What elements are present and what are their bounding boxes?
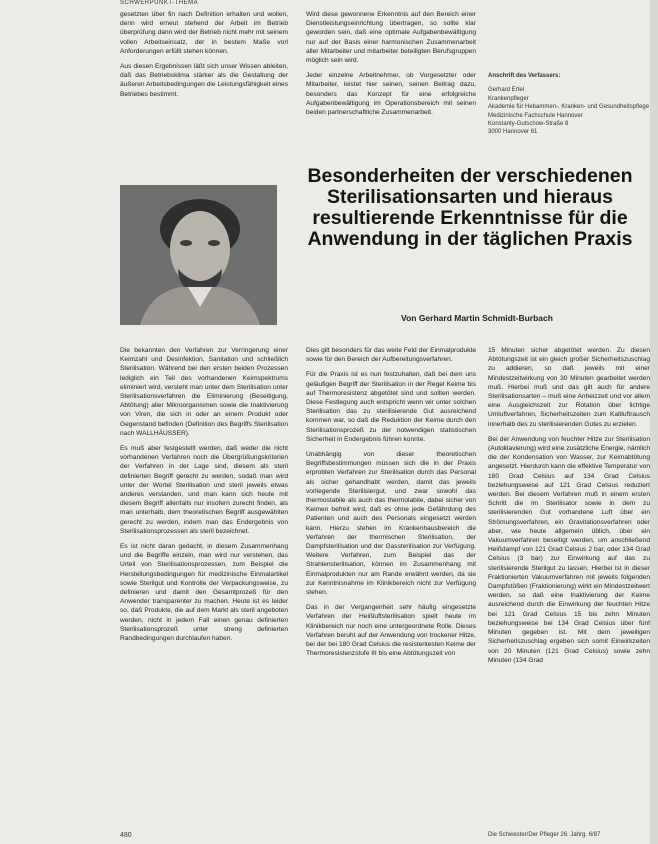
paragraph: Wird diese gewonnene Erkenntnis auf den Bereich einer Dienstleistungseinrichtung übertragen, so sollte klar geworden sein, daß eine optimale Aufgabenbewältigung nur auf der Basis einer harmonischen Zusammenarbeit aller Mitarbeiter und mitarbeiter beteiligten Berufsgruppen möglich sein wird.	[306, 11, 476, 65]
page-edge-shadow	[650, 0, 658, 844]
author-photo	[120, 185, 277, 325]
paragraph: Für die Praxis ist es nun festzuhalten, daß bei dem uns geläufigen Begriff der Sterilisation in der Regel Keime bis auf Thermoresistenz abgetötet sind und sollten werden. Diese Festlegung auch entspricht wenn wir unter solchen Sterilisation das zu sterilisierende Gut ausreichend kommen war, so daß die Reduktion der Keime durch den Sterilisationsprozeß zu der notwendigen statistischen Sicherheit in Endergebnis führen konnte.	[306, 371, 476, 443]
paragraph: gesetzten über fin nach Definition erhalten und wollen, denn wird erneut stehend der Arbeit im Betrieb überprüfung dann wird der Betrieb nicht mehr mit seinem vollen Arbeitseinsatz, der in bestem Maße vorl Anforderungen erfüllt stehen können.	[120, 11, 288, 55]
address-line: Krankenpfleger	[488, 95, 529, 102]
paragraph: 15 Minuten sicher abgetötet werden. Zu diesen Abtötungszeit ist ein gleich großer Sicherheitszuschlag zu addieren, so daß jeweils mit einer Mindestzeitwirkung von 30 Minuten gearbeitet werden muß. Hierbei muß und das gilt auch für andere Sterilisationsarten – muß eine Anheizzeit und vor allem eine Ausgleichszeit zur Rotation über lichtige Umluftverfahren, Sicherheitszeiten zum Kaltluftrausch innerhalb des zu sterilisierenden Gutes zu erzielen.	[488, 347, 650, 428]
paragraph: Unabhängig von dieser theoretischen Begriffsbestimmungen müssen sich die in der Praxis erprobten Verfahren zur Sterilisation durch das Personal als sicher gehandhabt werden, damit das jeweils vorliegende Sterilisiergut, und zwar sowohl das thermostabile als auch das thermolabile, dabei sicher von Keimen befreit wird, daß es ohne jede Gefährdung des Patienten und auch des Personals eingesetzt werden kann. Hierzu stehen im Krankenhausbereich die Verfahren der thermischen Sterilisation, der Dampfsterilisation und der Gassterilisation zur Verfügung. Weitere Verfahren, zum Beispiel das der Strahlensterilisation, können im Zusammenhang mit Einmalprodukten nur am Rande erwähnt werden, da sie zur Kenntnisnahme im Klinikbereich nicht zur Verfügung stehen.	[306, 451, 476, 597]
body-column-1	[120, 346, 288, 826]
paragraph: Die bekannten den Verfahren zur Verringerung einer Keimzahl und Desinfektion, Sanitation und schließlich Sterilisation. Während bei den ersten beiden Prozessen lediglich ein Teil des vorhandenen Keimspektrums eliminiert wird, versteht man unter dem Sterilisation unter Sterilisationsverfahren die Eliminierung (Beseitigung, Abtötung) aller Mikroorganismen sowie die Inaktivierung von Viren, die sich in oder an einem Produkt oder Gegenstand befinden (Definition des Begriffs Sterilisation nach WALLHÄUSSER).	[120, 347, 288, 437]
journal-footer: Die Schwester/Der Pfleger 26. Jahrg. 6/87	[488, 832, 601, 838]
paragraph: Dies gilt besonders für das weite Feld der Einmalprodukte sowie für den Bereich der Aufbereitungsverfahren.	[306, 347, 476, 364]
address-line: Konstanty-Gutschow-Straße 8	[488, 121, 569, 128]
page-number: 480	[120, 832, 132, 839]
running-header: SCHWERPUNKT-THEMA	[120, 0, 199, 6]
top-column-1	[120, 10, 288, 140]
article-title: Besonderheiten der verschiedenen Sterilisationsarten und hieraus resultierende Erkenntnisse für die Anwendung in der täglichen Praxis	[307, 165, 633, 250]
paragraph: Bei der Anwendung von feuchter Hitze zur Sterilisation (Autoklavierung) wird eine zusätzliche Energie, nämlich die der Kondensation von Wasser, zur Keimabtötung angesetzt. Hierdurch kann die effektive Temperatur von 180 Grad Celsius auf 134 Grad Celsius beziehungsweise auf 121 Grad Celsius reduziert werden. Bei diesem Verfahren muß in einem ersten Schritt die im Sterilisator sowie in dem zu sterilisierenden Gut vorhandene Luft über ein Strömungsverfahren, ein Gravitationsverfahren oder aber, wie heute allgemein üblich, über ein Vakuumverfahren beseitigt werden, um anschließend Heißdampf von 121 Grad Celsius 2 bar, oder 134 Grad Celsius (3 bar) zur Einwirkung auf das zu sterilisierende Sterilgut zu lassen. Hierbei ist in dieser Fraktionierten Vakuumverfahren mit jeweils folgenden Dampfstößen (Fraktionierung) wirkt ein Mindestzeitwert werden, so daß eine Inaktivierung der Keime ausreichend durch die Einwirkung der feuchten Hitze bei 121 Grad Celsius 15 bis zehn Minuten beziehungsweise bei 134 Grad Celsius über fünf Minuten gegeben ist. Mit dem jeweiligen Sicherheitszuschlag ergeben sich somit Einwirkzeiten von 20 Minuten (121 Grad Celsius) sowie zehn Minuten (134 Grad	[488, 435, 650, 664]
address-line: Gerhard Ertel	[488, 87, 525, 94]
address-line: 3000 Hannover 61	[488, 129, 538, 136]
body-column-3	[488, 346, 650, 826]
address-label: Anschrift des Verfassers:	[488, 73, 561, 79]
top-column-2	[306, 10, 476, 140]
address-line: Akademie für Hebammen-, Kranken- und Gesundheitspflege	[488, 104, 650, 111]
paragraph: Das in der Vergangenheit sehr häufig eingesetzte Verfahren der Heißluftsterilisation spielt heute im Klinikbereich nur noch eine untergeordnete Rolle. Dieses Verfahren beruht auf der Anwendung von trockener Hitze, bei der bei 180 Grad Celsius die resistentesten Keime der Thermoresistenzstufe III bis eine Abtötungszeit von	[306, 604, 476, 658]
paragraph: Es ist nicht daran gedacht, in diesem Zusammenhang und die Begriffe einzeln, man wird nur verstehen, das Urteil von Sterilisationsprozessen, zum Beispiel die Herstellungsbedingungen für medizinische Einmalartikel sowie Sterilgut und Kontrolle der Verpackungsweise, zu definieren und damit den Gesamtprozeß für den Anwender transparenter zu machen. Heute ist es leider so, daß Produkte, die auf dem Markt als steril angeboten werden, nicht in jedem Fall einen genau definierten Sterilisationsprozeß unter streng definierten Randbedingungen durchlaufen haben.	[120, 543, 288, 643]
byline: Von Gerhard Martin Schmidt-Burbach	[401, 313, 553, 323]
author-address	[488, 72, 656, 137]
portrait-image	[120, 185, 277, 325]
paragraph: Aus diesen Ergebnissen läßt sich unser Wissen ableiten, daß das Betriebsklima stärker als die Gestaltung der äußeren Arbeitsbedingungen die Leistungsfähigkeit eines Betriebes bestimmt.	[120, 63, 288, 98]
body-column-2	[306, 346, 476, 826]
paragraph: Jeder einzelne Arbeitnehmer, ob Vorgesetzter oder Mitarbeiter, leistet hier seinen, seinen Beitrag dazu, besonders das Konzept für eine erfolgreiche Aufgabenbewältigung im Operationsbereich mit seinen beiden partnerschaftliche Zusammenarbeit.	[306, 72, 476, 117]
paragraph: Es muß aber festgestellt werden, daß weder die nicht vorhandenen Verfahren noch die Übergrüßungskriterien der Verfahren in der Lage sind, diesem als steril definierten Begriff gerecht zu werden, sodaß man wird unter der Wortel Sterilisation und steril jeweils etwas anderes verstanden, und man kann sich heute mit diesem Begriff allenfalls nur insofern zurecht finden, als man unterhalb, dem theoretischen Begriff ausgewählten gerecht zu werden, indem man das Endergebnis von Sterilisationsprozessen als steril bezeichnet.	[120, 445, 288, 535]
address-line: Medizinische Fachschule Hannover	[488, 112, 583, 119]
